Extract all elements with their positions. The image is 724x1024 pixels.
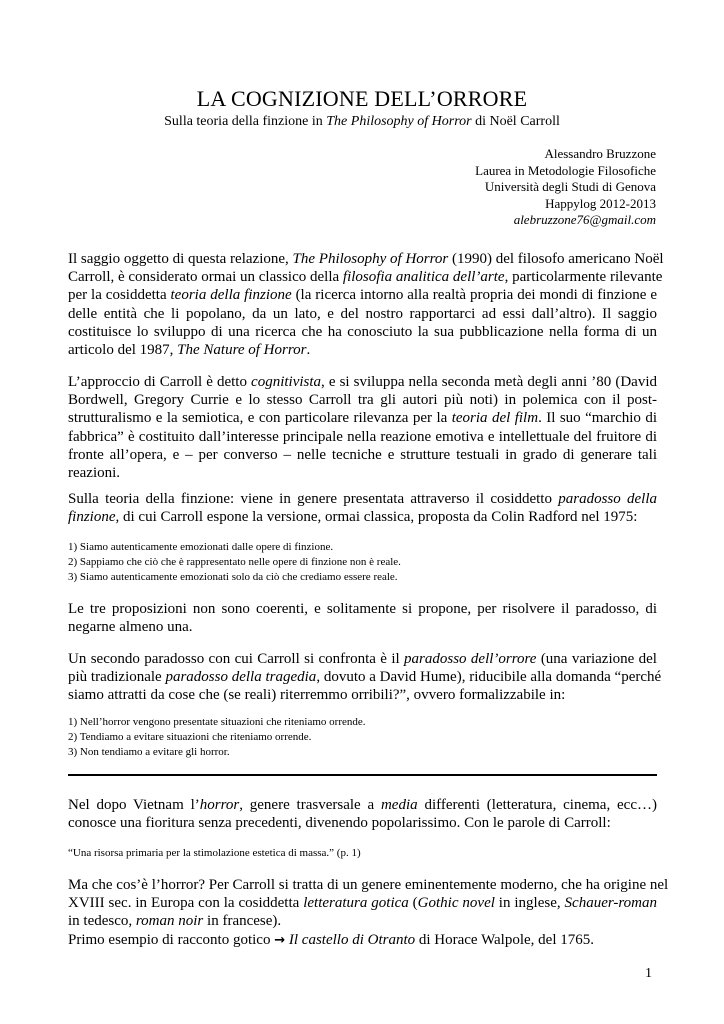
italic-run: letteratura gotica	[303, 895, 409, 912]
document-title: LA COGNIZIONE DELL’ORRORE	[196, 86, 528, 111]
italic-run: horror	[199, 797, 240, 813]
author-university: Università degli Studi di Genova	[484, 179, 656, 194]
italic-run: Il castello di Otranto	[285, 931, 416, 948]
text-line	[68, 894, 657, 912]
text-line: fabbrica” è costituito dall’interesse principale nella reazione emotiva e intellettuale del fruitore di	[68, 428, 657, 445]
text-line: Ma che cos’è l’horror? Per Carroll si tratta di un genere eminentemente moderno, che ha origine nel	[68, 877, 669, 893]
paragraph-1	[68, 250, 664, 359]
list-item: 2) Sappiamo che ciò che è rappresentato nelle opere di finzione non è reale.	[68, 556, 401, 568]
list-item: 3) Non tendiamo a evitare gli horror.	[68, 746, 230, 758]
italic-run: teoria della finzione	[170, 287, 292, 304]
proposition-list-2	[68, 715, 657, 760]
author-degree: Laurea in Metodologie Filosofiche	[475, 162, 656, 178]
list-item: 1) Siamo autenticamente emozionati dalle opere di finzione.	[68, 541, 334, 553]
text-run: , genere trasversale a	[239, 797, 381, 813]
text-line	[68, 668, 662, 686]
text-run: (una variazione del	[536, 651, 657, 667]
text-run: (	[408, 895, 418, 912]
italic-run: Schauer-roman	[564, 895, 657, 912]
text-line	[68, 931, 657, 950]
italic-run: paradosso della	[558, 491, 657, 507]
text-line: Le tre proposizioni non sono coerenti, e solitamente si propone, per risolvere il paradosso, di	[68, 601, 657, 617]
text-line: Bordwell, Gregory Currie e lo stesso Carroll tra gli autori più noti) in polemica con il post-	[68, 392, 657, 409]
paragraph-7	[68, 876, 669, 950]
paragraph-4	[68, 600, 657, 636]
text-run: , particolarmente rilevante	[504, 269, 663, 286]
italic-run: media	[380, 797, 418, 813]
text-run: in francese).	[203, 913, 282, 930]
paragraph-5	[68, 650, 662, 705]
text-line: reazioni.	[68, 465, 121, 482]
arrow-right-icon: →	[274, 932, 286, 948]
list-item: 2) Tendiamo a evitare situazioni che riteniamo orrende.	[68, 731, 312, 743]
text-run: in tedesco,	[68, 913, 136, 930]
text-run: Carroll, è considerato ormai un classico della	[68, 269, 343, 286]
italic-run: cognitivista	[251, 374, 322, 390]
author-email-text: alebruzzone76@gmail.com	[513, 212, 656, 227]
text-run: di Horace Walpole, del 1765.	[415, 931, 595, 948]
text-run: per la cosiddetta	[68, 287, 171, 304]
text-run: , e si sviluppa nella seconda metà degli anni ’80 (David	[321, 374, 657, 390]
text-run: , di cui Carroll espone la versione, ormai classica, proposta da Colin Radford nel 1975:	[115, 509, 638, 526]
text-line	[68, 286, 657, 304]
text-line: siamo attratti da cose che (se reali) riterremmo orribili?”, ovvero formalizzabile in:	[68, 687, 566, 704]
text-run: in inglese,	[494, 895, 565, 912]
italic-run: Gothic novel	[417, 895, 495, 912]
quote-text: “Una risorsa primaria per la stimolazione estetica di massa.” (p. 1)	[68, 847, 361, 859]
paragraph-6	[68, 796, 657, 832]
text-run: articolo del 1987,	[68, 342, 178, 359]
author-block	[475, 146, 656, 229]
text-line	[68, 508, 657, 526]
text-line: delle entità che li popolano, da un lato, e del nostro rapportarci ad essi dall’altro). Il saggio	[68, 305, 657, 322]
text-run: Un secondo paradosso con cui Carroll si confronta è il	[68, 651, 405, 667]
list-item: 3) Siamo autenticamente emozionati solo da ciò che crediamo essere reale.	[68, 571, 398, 583]
author-course: Happylog 2012-2013	[545, 195, 656, 211]
text-run: strutturalismo e la semiotica, e con particolare rilevanza per la	[68, 410, 452, 427]
text-run: .	[306, 342, 311, 359]
text-run: Primo esempio di racconto gotico	[68, 931, 275, 948]
italic-run: finzione	[68, 509, 116, 526]
text-line: costituisce lo sviluppo di una ricerca che ha conosciuto la sua pubblicazione nella forma di un	[68, 323, 657, 340]
text-line: conosce una fioritura senza precedenti, divenendo popolarissimo. Con le parole di Carroll:	[68, 815, 611, 832]
text-line	[68, 373, 657, 391]
document-subtitle	[0, 114, 724, 130]
author-email[interactable]	[475, 212, 656, 229]
text-run: (1990) del filosofo americano Noël	[448, 251, 664, 267]
italic-run: roman noir	[135, 913, 204, 930]
quotation	[68, 846, 657, 861]
paragraph-3	[68, 490, 657, 526]
paragraph-2	[68, 373, 657, 482]
text-line	[68, 268, 663, 286]
text-line	[68, 650, 657, 668]
text-line	[68, 250, 664, 268]
section-divider	[68, 774, 657, 776]
proposition-list-1	[68, 540, 657, 585]
text-line: negarne almeno una.	[68, 619, 193, 636]
italic-run: filosofia analitica dell’arte	[342, 269, 505, 286]
subtitle-book-title: The Philosophy of Horror	[326, 114, 472, 129]
text-run: Sulla teoria della finzione: viene in genere presentata attraverso il cosiddetto	[68, 491, 559, 507]
text-line	[68, 409, 657, 427]
text-run: Il saggio oggetto di questa relazione,	[68, 251, 293, 267]
text-line	[68, 796, 657, 814]
text-run: , dovuto a David Hume), riducibile alla domanda “perché	[316, 669, 662, 686]
italic-run: teoria del film	[451, 410, 539, 427]
page-number: 1	[645, 966, 652, 981]
text-run: XVIII sec. in Europa con la cosiddetta	[68, 895, 304, 912]
text-run: . Il suo “marchio di	[538, 410, 657, 427]
subtitle-text: Sulla teoria della finzione in	[164, 114, 327, 129]
text-line: fronte all’opera, e – per converso – nelle tecniche e strutture testuali in grado di generare tali	[68, 446, 657, 463]
italic-run: The Philosophy of Horror	[292, 251, 449, 267]
list-item: 1) Nell’horror vengono presentate situazioni che riteniamo orrende.	[68, 716, 366, 728]
text-line	[68, 912, 657, 930]
text-line	[68, 341, 657, 359]
text-run: L’approccio di Carroll è detto	[68, 374, 252, 390]
text-run: differenti (letteratura, cinema, ecc…)	[417, 797, 657, 813]
text-run: (la ricerca intorno alla realtà propria dei mondi di finzione e	[291, 287, 657, 304]
text-line	[68, 490, 657, 508]
text-run: più tradizionale	[68, 669, 166, 686]
italic-run: The Nature of Horror	[177, 342, 307, 359]
text-run: Nel dopo Vietnam l’	[68, 797, 200, 813]
author-name: Alessandro Bruzzone	[544, 146, 656, 161]
italic-run: paradosso della tragedia	[165, 669, 317, 686]
italic-run: paradosso dell’orrore	[404, 651, 537, 667]
subtitle-author: di Noël Carroll	[471, 114, 560, 129]
